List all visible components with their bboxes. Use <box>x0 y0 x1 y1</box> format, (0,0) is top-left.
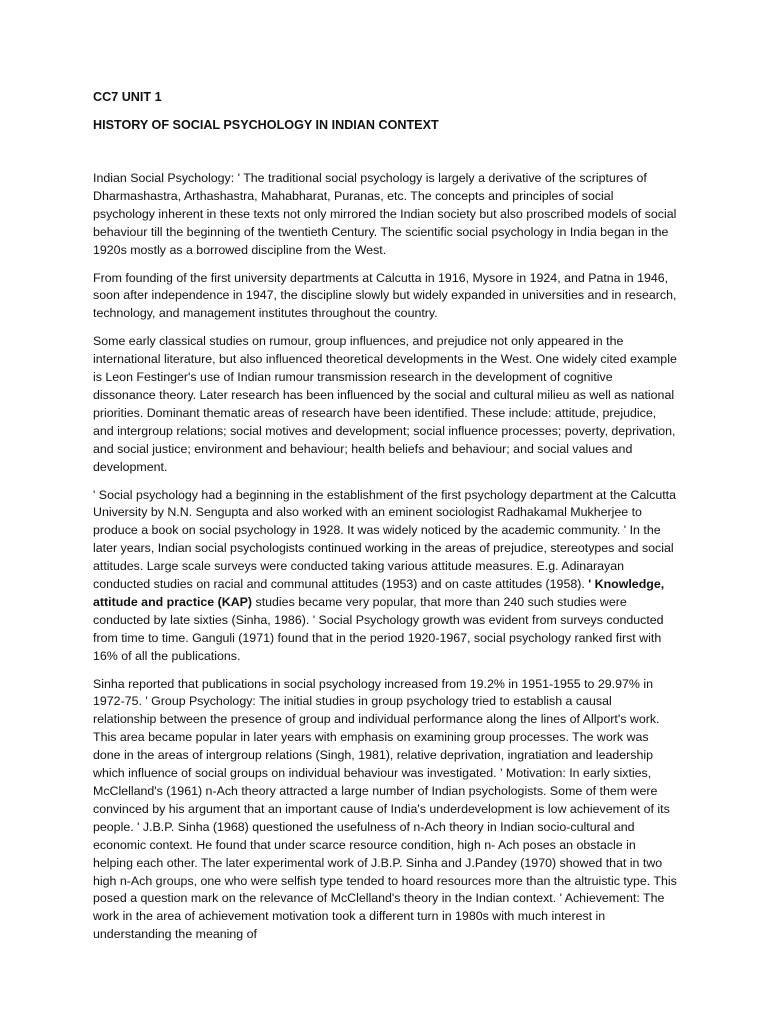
paragraph-text: ' Social psychology had a beginning in the establishment of the first psychology department at the Calcutta University by N.N. Sengupta and also worked with an eminent sociologist Radhakamal Mukherjee to produce a book on social psychology in 1928. It was widely noticed by the academic community. ' In the later years, Indian social psychologists continued working in the areas of prejudice, stereotypes and social attitudes. Large scale surveys were conducted taking various attitude measures. E.g. Adinarayan conducted studies on racial and communal attitudes (1953) and on caste attitudes (1958). <box>93 487 677 592</box>
paragraph-university-founding: From founding of the first university departments at Calcutta in 1916, Mysore in 1924, and Patna in 1946, soon after independence in 1947, the discipline slowly but widely expanded in universities and in research, technology, and management institutes throughout the country. <box>93 270 677 321</box>
document-body <box>93 88 678 954</box>
kap-bold-text: ' Knowledge, attitude and practice (KAP) <box>93 577 665 609</box>
paragraph-indian-social-psychology: Indian Social Psychology: ' The traditional social psychology is largely a derivative of the scriptures of Dharmashastra, Arthashastra, Mahabharat, Puranas, etc. The concepts and principles of social psychology inherent in these texts not only mirrored the Indian society but also proscribed models of social behaviour till the beginning of the twentieth Century. The scientific social psychology in India began in the 1920s mostly as a borrowed discipline from the West. <box>93 171 677 257</box>
document-title: HISTORY OF SOCIAL PSYCHOLOGY IN INDIAN CONTEXT <box>93 118 439 132</box>
paragraph-sinha-publications: Sinha reported that publications in social psychology increased from 19.2% in 1951-1955 to 29.97% in 1972-75. ' Group Psychology: The initial studies in group psychology tried to establish a causal relationship between the presence of group and individual performance along the lines of Allport's work. This area became popular in later years with emphasis on examining group processes. The work was done in the areas of intergroup relations (Singh, 1981), relative deprivation, ingratiation and leadership which influence of social groups on individual behaviour was investigated. ' Motivation: In early sixties, McClelland's (1961) n-Ach theory attracted a large number of Indian psychologists. Some of them were convinced by his argument that an important cause of India's underdevelopment is low achievement of its people. ' J.B.P. Sinha (1968) questioned the usefulness of n-Ach theory in Indian socio-cultural and economic context. He found that under scarce resource condition, high n- Ach poses an obstacle in helping each other. The later experimental work of J.B.P. Sinha and J.Pandey (1970) showed that in two high n-Ach groups, one who were selfish type tended to hoard resources more than the altruistic type. This posed a question mark on the relevance of McClelland's theory in the Indian context. ' Achievement: The work in the area of achievement motivation took a different turn in 1980s with much interest in understanding the meaning of <box>93 676 677 942</box>
paragraph-text: studies became very popular, that more than 240 such studies were conducted by late sixties (Sinha, 1986). ' Social Psychology growth was evident from surveys conducted from time to time. Ganguli (1971) found that in the period 1920-1967, social psychology ranked first with 16% of all the publications. <box>93 594 664 663</box>
unit-heading: CC7 UNIT 1 <box>93 90 162 104</box>
paragraph-social-psychology-beginning <box>93 487 678 666</box>
paragraph-early-studies: Some early classical studies on rumour, group influences, and prejudice not only appeared in the international literature, but also influenced theoretical developments in the West. One widely cited example is Leon Festinger's use of Indian rumour transmission research in the development of cognitive dissonance theory. Later research has been influenced by the social and cultural milieu as well as national priorities. Dominant thematic areas of research have been identified. These include: attitude, prejudice, and intergroup relations; social motives and development; social influence processes; poverty, deprivation, and social justice; environment and behaviour; health beliefs and behaviour; and social values and development. <box>93 334 677 474</box>
